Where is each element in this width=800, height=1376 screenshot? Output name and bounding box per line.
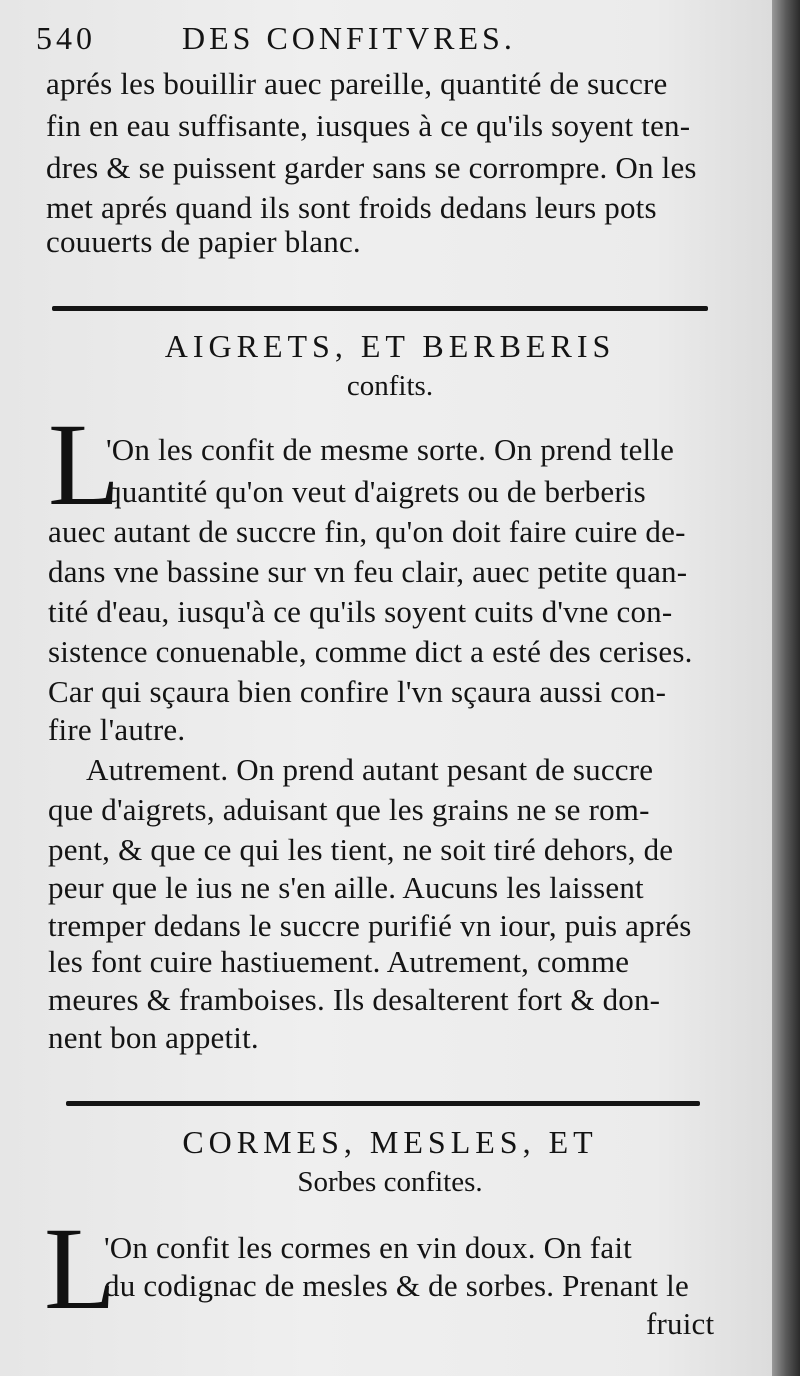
body-line: quantité qu'on veut d'aigrets ou de berberis <box>106 474 646 509</box>
body-line: pent, & que ce qui les tient, ne soit tiré dehors, de <box>48 832 674 867</box>
section-title-cormes: CORMES, MESLES, ET <box>182 1124 598 1160</box>
intro-line: met aprés quand ils sont froids dedans leurs pots <box>46 190 657 225</box>
body-line: les font cuire hastiuement. Autrement, comme <box>48 944 630 979</box>
body-line: 'On confit les cormes en vin doux. On fait <box>104 1230 632 1265</box>
intro-line: fin en eau suffisante, iusques à ce qu'ils soyent ten- <box>46 108 691 143</box>
drop-cap: L <box>48 399 121 530</box>
intro-line: dres & se puissent garder sans se corrompre. On les <box>46 150 697 185</box>
running-head: DES CONFITVRES. <box>182 20 516 56</box>
page-edge-shadow <box>772 0 800 1376</box>
body-line: 'On les confit de mesme sorte. On prend telle <box>106 432 675 467</box>
body-line: tité d'eau, iusqu'à ce qu'ils soyent cuits d'vne con- <box>48 594 673 629</box>
section-title-aigrets: AIGRETS, ET BERBERIS <box>164 328 616 364</box>
intro-line: aprés les bouillir auec pareille, quantité de succre <box>46 66 668 101</box>
body-line: dans vne bassine sur vn feu clair, auec petite quan- <box>48 554 688 589</box>
body-line: meures & framboises. Ils desalterent fort & don- <box>48 982 661 1017</box>
body-line: nent bon appetit. <box>48 1020 259 1055</box>
section-divider <box>52 306 708 311</box>
body-line: Autrement. On prend autant pesant de succre <box>86 752 654 787</box>
body-line: fruict <box>646 1306 715 1341</box>
body-line: auec autant de succre fin, qu'on doit faire cuire de- <box>48 514 686 549</box>
body-line: fire l'autre. <box>48 712 186 747</box>
drop-cap: L <box>44 1203 117 1334</box>
body-line: peur que le ius ne s'en aille. Aucuns les laissent <box>48 870 644 905</box>
section-subtitle-cormes: Sorbes confites. <box>297 1166 483 1198</box>
body-line: du codignac de mesles & de sorbes. Prenant le <box>104 1268 689 1303</box>
intro-line: couuerts de papier blanc. <box>46 224 361 259</box>
section-subtitle-aigrets: confits. <box>346 370 434 402</box>
page-number: 540 <box>36 20 96 56</box>
section-divider <box>66 1101 700 1106</box>
body-line: Car qui sçaura bien confire l'vn sçaura aussi con- <box>48 674 667 709</box>
body-line: que d'aigrets, aduisant que les grains ne se rom- <box>48 792 650 827</box>
body-line: sistence conuenable, comme dict a esté des cerises. <box>48 634 693 669</box>
body-line: tremper dedans le succre purifié vn iour, puis aprés <box>48 908 692 943</box>
